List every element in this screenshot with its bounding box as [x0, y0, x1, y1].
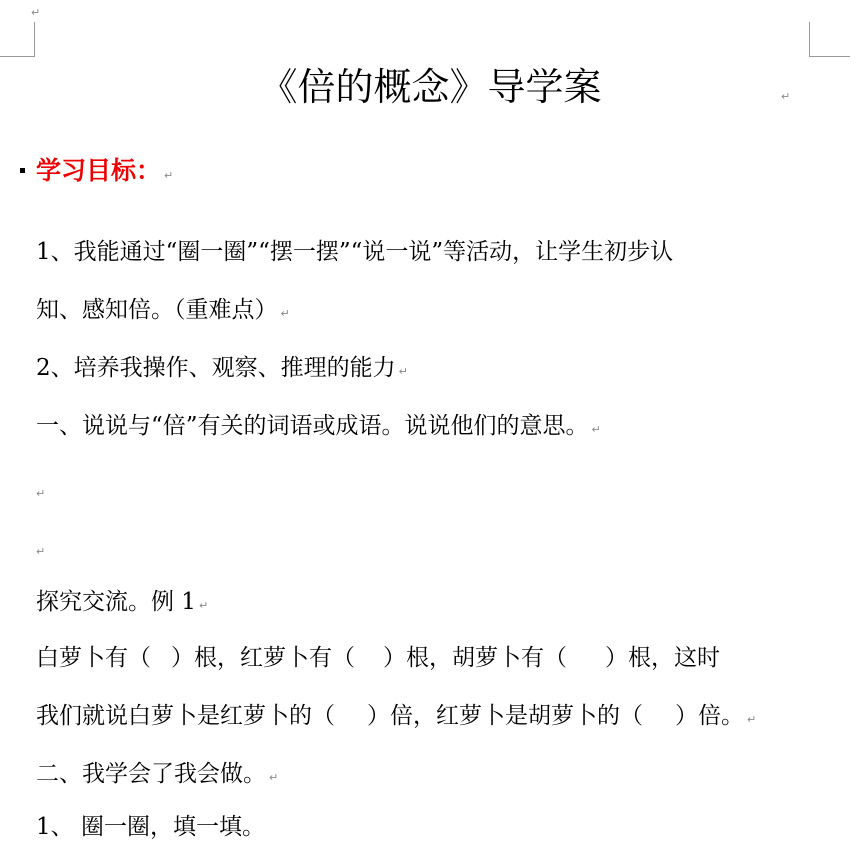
section-1-text: 一、说说与“倍”有关的词语或成语。说说他们的意思。 [36, 413, 589, 439]
paragraph-mark-icon: ↵ [280, 307, 290, 320]
paragraph-mark-icon: ↵ [31, 6, 41, 19]
section-2-heading [36, 759, 278, 793]
paragraph-mark-icon: ↵ [36, 545, 46, 558]
example-text: ）倍，红萝卜是胡萝卜的（ [367, 703, 643, 729]
paragraph-mark-icon: ↵ [747, 713, 757, 726]
objective-1-line-2 [36, 295, 290, 329]
objective-1-line-1 [36, 237, 673, 267]
next-line-text: 1、 圈一圈，填一填。 [36, 814, 265, 840]
objective-1-text-cont: 知、感知倍。（重难点） [36, 297, 278, 323]
example-text: ）根，红萝卜有（ [171, 645, 355, 671]
explore-text: 探究交流。例 1 [36, 589, 196, 615]
example-text: ）根，胡萝卜有（ [383, 645, 567, 671]
crop-mark-top-left [0, 22, 35, 57]
document-title: 《倍的概念》导学案 [259, 65, 602, 109]
example-text: 我们就说白萝卜是红萝卜的（ [36, 703, 335, 729]
empty-paragraph [36, 475, 45, 509]
objective-2-text: 2、培养我操作、观察、推理的能力 [36, 355, 396, 381]
example-text: ）根，这时 [605, 645, 720, 671]
paragraph-mark-icon: ↵ [781, 90, 791, 103]
next-line-partial [36, 812, 265, 842]
objectives-heading [36, 155, 173, 192]
explore-heading [36, 587, 208, 621]
objective-1-text: 1、我能通过“圈一圈”“摆一摆”“说一说”等活动，让学生初步认 [36, 239, 674, 265]
objective-2 [36, 353, 408, 387]
paragraph-mark-icon: ↵ [164, 169, 174, 182]
example-text: 白萝卜有（ [36, 645, 151, 671]
bullet-square-icon [20, 168, 25, 173]
empty-paragraph [36, 533, 45, 567]
paragraph-mark-icon: ↵ [591, 423, 601, 436]
section-2-text: 二、我学会了我会做。 [36, 761, 266, 787]
example-line-1 [36, 643, 720, 673]
objectives-heading-text: 学习目标： [36, 156, 162, 185]
paragraph-mark-icon: ↵ [269, 771, 279, 784]
section-1-heading [36, 411, 601, 445]
example-text: ）倍。 [675, 703, 744, 729]
example-line-2 [36, 701, 756, 735]
crop-mark-top-right [809, 22, 850, 57]
paragraph-mark-icon: ↵ [36, 487, 46, 500]
paragraph-mark-icon: ↵ [398, 365, 408, 378]
paragraph-mark-icon: ↵ [198, 599, 209, 612]
